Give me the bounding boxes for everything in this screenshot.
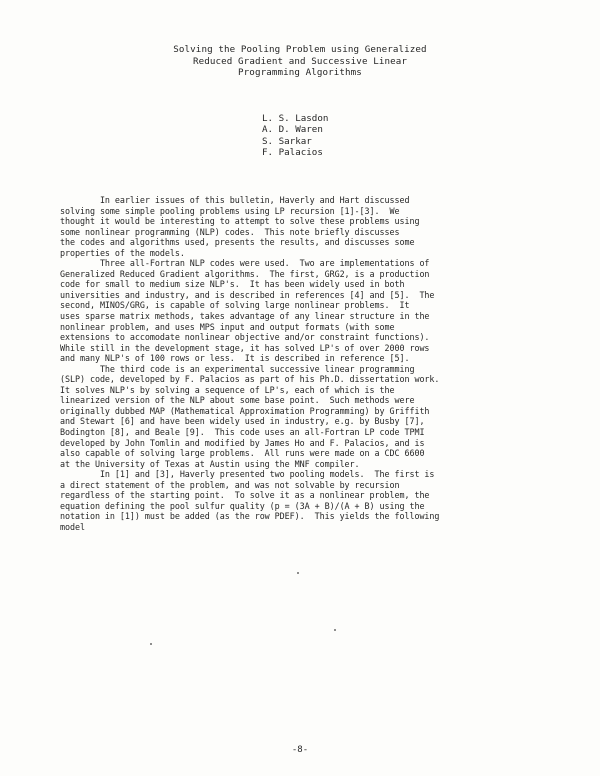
- author-2: A. D. Waren: [262, 124, 323, 136]
- paragraph-line: notation in [1]) must be added (as the row PDEF). This yields the following: [60, 511, 440, 522]
- paragraph-line: (SLP) code, developed by F. Palacios as part of his Ph.D. dissertation work.: [60, 374, 440, 385]
- paragraph-line: equation defining the pool sulfur quality (p = (3A + B)/(A + B) using the: [60, 500, 425, 511]
- paragraph-line: universities and industry, and is described in references [4] and [5]. The: [60, 289, 435, 300]
- paragraph-line: at the University of Texas at Austin using the MNF compiler.: [60, 458, 360, 469]
- paragraph-line: also capable of solving large problems. All runs were made on a CDC 6600: [60, 448, 425, 459]
- page-number: -8-: [291, 745, 309, 755]
- body-text: [60, 195, 560, 533]
- scan-speck: [297, 572, 299, 574]
- scan-speck: [150, 643, 152, 645]
- paragraph-4: [60, 469, 560, 532]
- paragraph-line: second, MINOS/GRG, is capable of solving large nonlinear problems. It: [60, 300, 410, 311]
- author-list: [262, 113, 328, 158]
- author-3: S. Sarkar: [262, 135, 312, 147]
- paragraph-line: It solves NLP's by solving a sequence of LP's, each of which is the: [60, 384, 395, 395]
- paragraph-line: and Stewart [6] and have been widely used in industry, e.g. by Busby [7],: [60, 416, 425, 427]
- paragraph-line: uses sparse matrix methods, takes advantage of any linear structure in the: [60, 311, 430, 322]
- paragraph-line: linearized version of the NLP about some base point. Such methods were: [60, 395, 415, 406]
- paragraph-line: solving some simple pooling problems using LP recursion [1]-[3]. We: [60, 205, 400, 216]
- paragraph-line: extensions to accomodate nonlinear objective and/or constraint functions).: [60, 332, 430, 343]
- paragraph-line: the codes and algorithms used, presents the results, and discusses some: [60, 237, 415, 248]
- paragraph-1: [60, 195, 560, 258]
- paragraph-line: nonlinear problem, and uses MPS input and output formats (with some: [60, 321, 395, 332]
- paragraph-line: properties of the models.: [60, 247, 185, 258]
- paragraph-line: In [1] and [3], Haverly presented two pooling models. The first is: [60, 469, 435, 480]
- paragraph-line: thought it would be interesting to attempt to solve these problems using: [60, 216, 420, 227]
- paper-title: [0, 44, 600, 79]
- paragraph-line: and many NLP's of 100 rows or less. It is described in reference [5].: [60, 353, 410, 364]
- paragraph-line: some nonlinear programming (NLP) codes. This note briefly discusses: [60, 226, 400, 237]
- paragraph-line: code for small to medium size NLP's. It has been widely used in both: [60, 279, 405, 290]
- paragraph-line: Bodington [8], and Beale [9]. This code uses an all-Fortran LP code TPMI: [60, 427, 425, 438]
- paragraph-line: model: [60, 521, 85, 532]
- paragraph-line: a direct statement of the problem, and was not solvable by recursion: [60, 479, 400, 490]
- paragraph-line: Three all-Fortran NLP codes were used. Two are implementations of: [60, 258, 430, 269]
- scan-speck: [334, 629, 336, 631]
- paragraph-line: originally dubbed MAP (Mathematical Approximation Programming) by Griffith: [60, 405, 430, 416]
- paragraph-line: developed by John Tomlin and modified by James Ho and F. Palacios, and is: [60, 437, 425, 448]
- paragraph-line: Generalized Reduced Gradient algorithms. The first, GRG2, is a production: [60, 268, 430, 279]
- title-line-2: Reduced Gradient and Successive Linear: [193, 55, 407, 67]
- paragraph-line: The third code is an experimental successive linear programming: [60, 363, 415, 374]
- paragraph-line: While still in the development stage, it has solved LP's of over 2000 rows: [60, 342, 430, 353]
- paragraph-3: [60, 364, 560, 469]
- title-line-1: Solving the Pooling Problem using Generalized: [173, 44, 427, 55]
- paragraph-2: [60, 258, 560, 363]
- author-1: L. S. Lasdon: [262, 113, 329, 124]
- paragraph-line: regardless of the starting point. To solve it as a nonlinear problem, the: [60, 490, 430, 501]
- paragraph-line: In earlier issues of this bulletin, Haverly and Hart discussed: [60, 195, 410, 205]
- author-4: F. Palacios: [262, 146, 323, 158]
- title-line-3: Programming Algorithms: [238, 67, 362, 78]
